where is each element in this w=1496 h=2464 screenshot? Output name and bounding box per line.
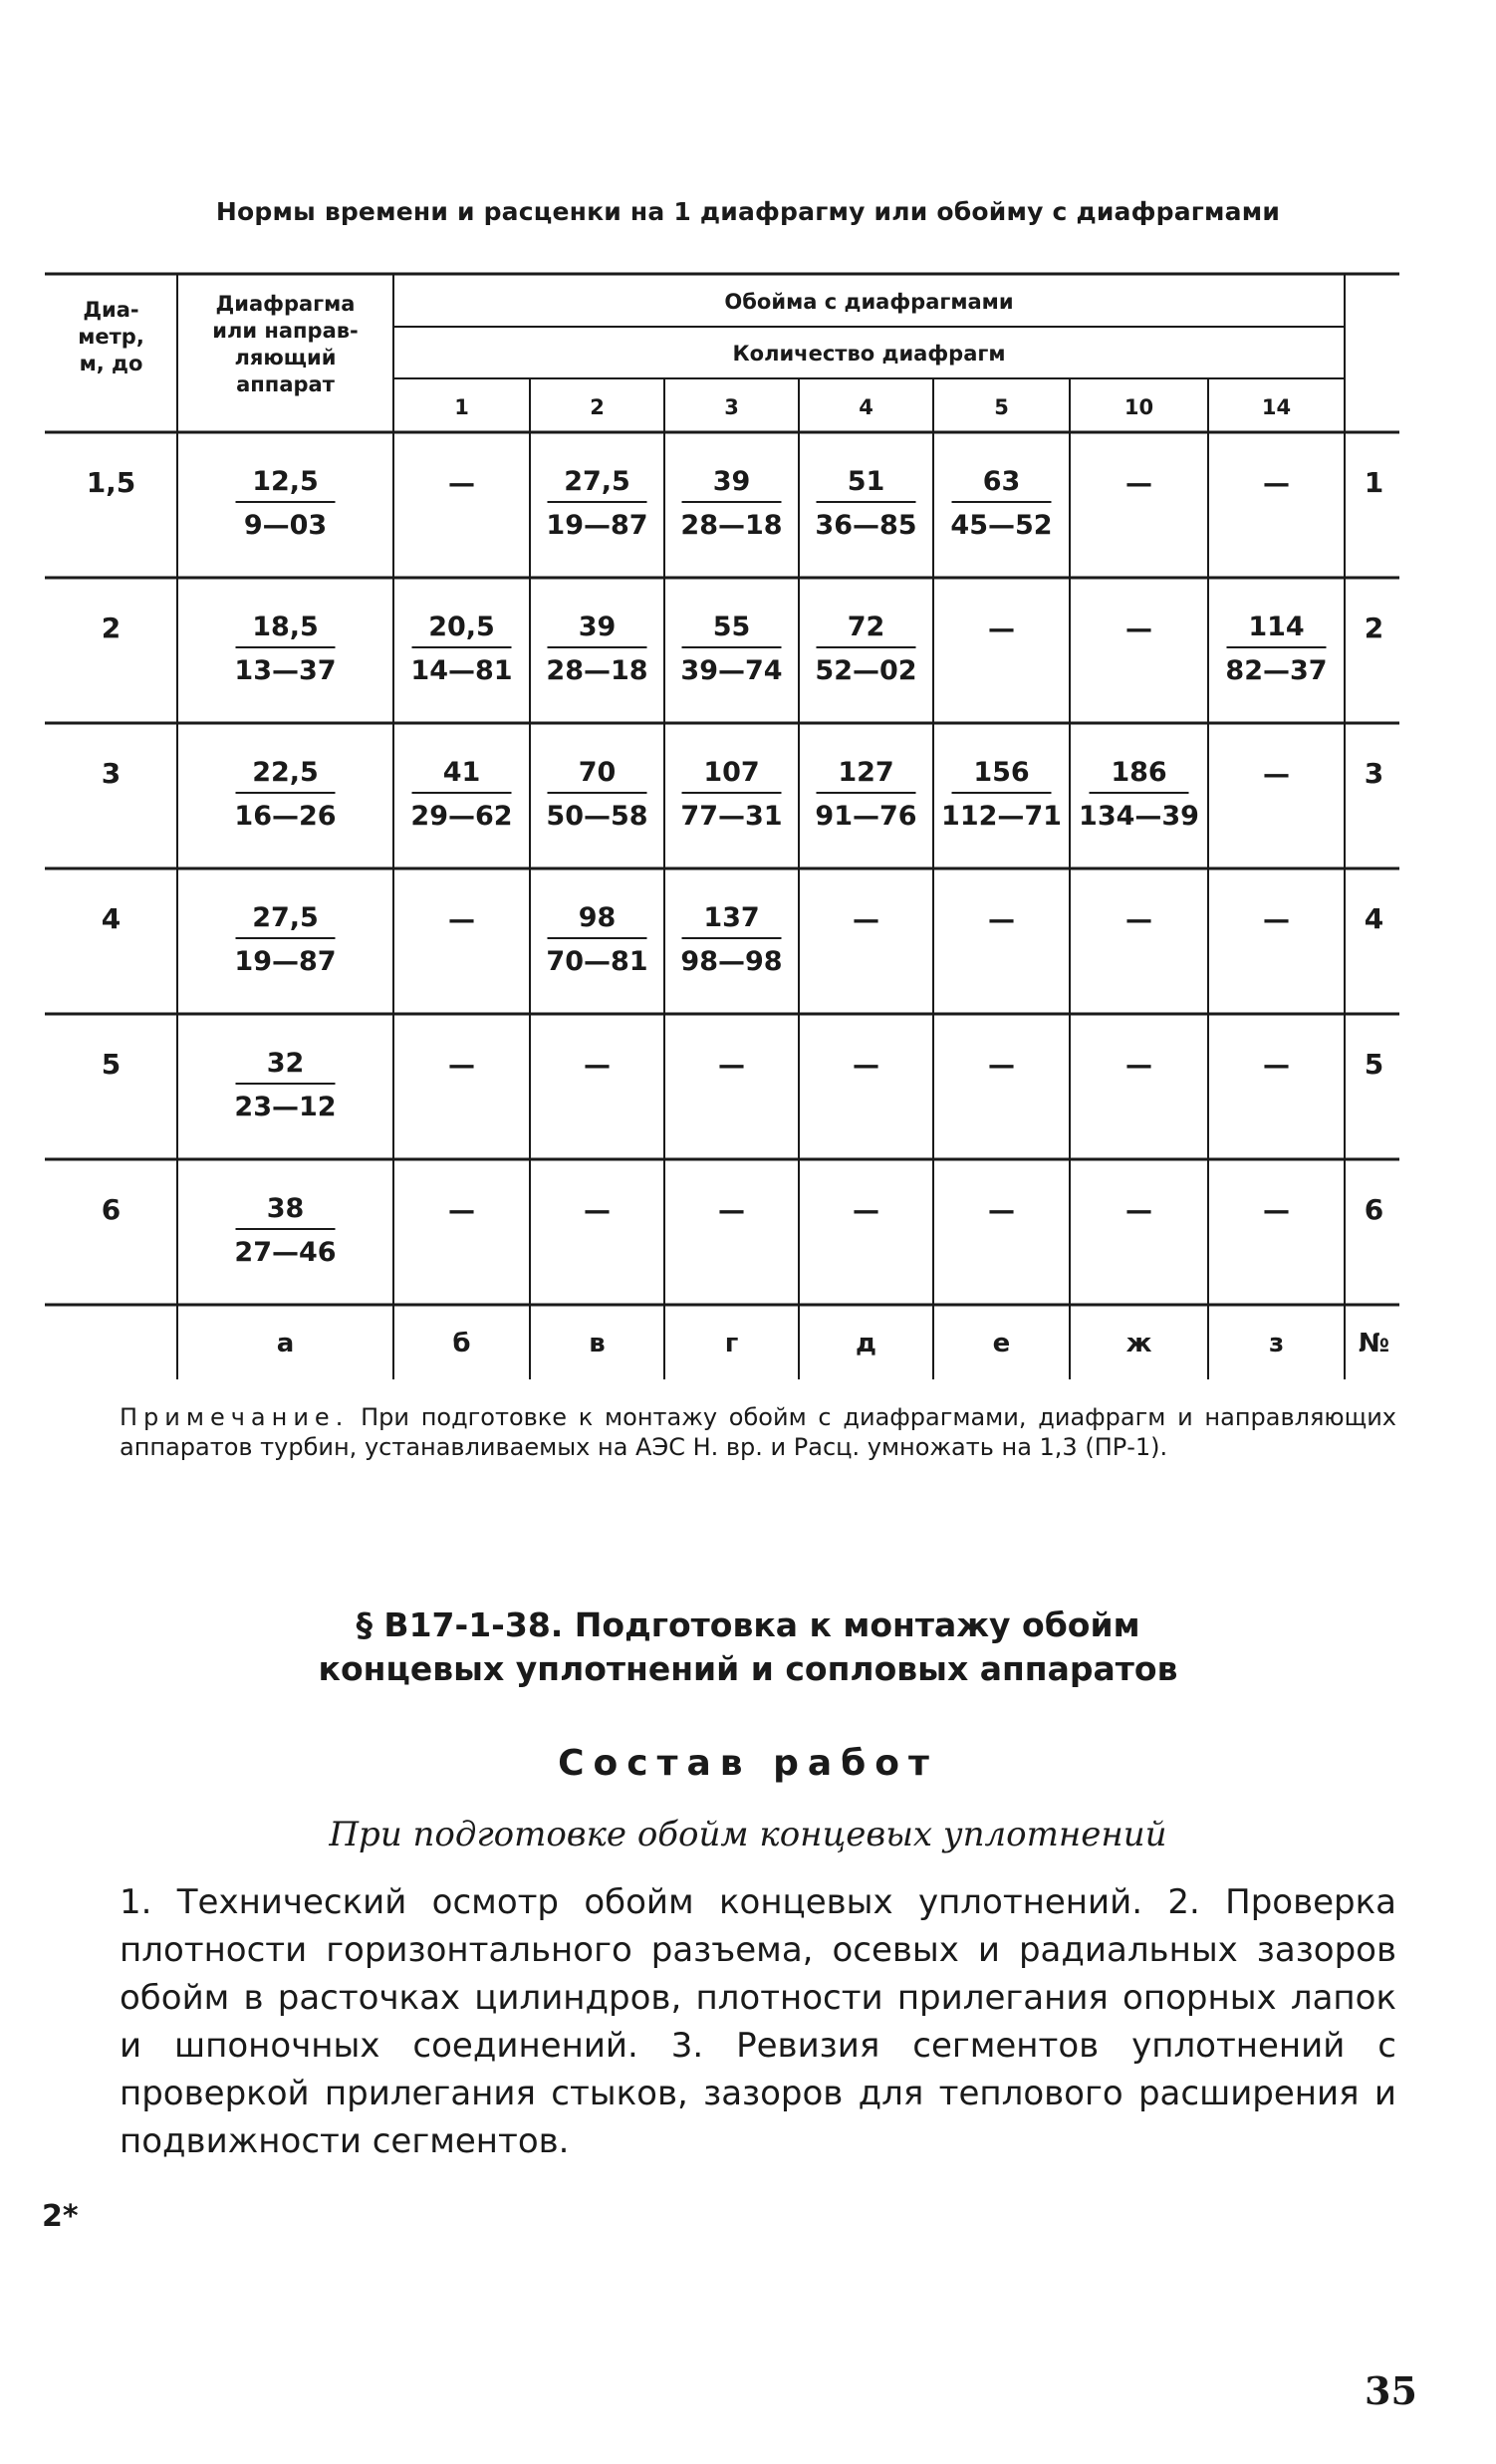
norm-time: 39 (712, 466, 751, 497)
header-subgroup-label: Количество диафрагм (732, 342, 1006, 366)
norm-time: 18,5 (252, 612, 319, 642)
norm-time: 63 (982, 466, 1021, 497)
norm-time: 27,5 (564, 466, 630, 497)
empty-dash: — (988, 1050, 1015, 1081)
rate-value: 50—58 (546, 801, 648, 832)
row-diameter: 6 (101, 1193, 122, 1226)
rate-value: 16—26 (234, 801, 337, 832)
row-diameter: 4 (101, 902, 122, 935)
rate-value: 19—87 (546, 510, 648, 541)
empty-dash: — (448, 468, 475, 499)
empty-dash: — (853, 1195, 879, 1226)
norm-time: 114 (1248, 612, 1305, 642)
empty-dash: — (1263, 904, 1290, 935)
header-count: 4 (859, 395, 873, 419)
section-heading-line-2: концевых уплотнений и сопловых аппаратов (318, 1649, 1178, 1688)
norm-time: 186 (1111, 757, 1167, 788)
rate-value: 28—18 (680, 510, 783, 541)
rate-value: 13—37 (234, 655, 337, 686)
empty-dash: — (1263, 468, 1290, 499)
rate-value: 77—31 (680, 801, 783, 832)
empty-dash: — (1263, 1050, 1290, 1081)
row-number: 2 (1364, 612, 1384, 644)
rate-value: 45—52 (950, 510, 1053, 541)
header-diameter: метр, (78, 325, 144, 349)
header-diaphragm: Диафрагма (215, 292, 356, 316)
row-diameter: 5 (101, 1048, 122, 1081)
empty-dash: — (853, 904, 879, 935)
header-diameter: Диа- (83, 298, 139, 322)
row-number: 4 (1364, 902, 1384, 935)
row-diameter: 2 (101, 612, 122, 644)
empty-dash: — (448, 1195, 475, 1226)
empty-dash: — (584, 1050, 611, 1081)
empty-dash: — (988, 614, 1015, 644)
norm-time: 70 (578, 757, 617, 788)
column-key: № (1358, 1329, 1390, 1358)
norm-time: 156 (973, 757, 1030, 788)
rate-value: 9—03 (243, 510, 328, 541)
rate-value: 52—02 (815, 655, 917, 686)
norm-time: 22,5 (252, 757, 319, 788)
rate-value: 29—62 (410, 801, 513, 832)
row-diameter: 3 (101, 757, 122, 790)
composition-body: 1. Технический осмотр обойм концевых уплотнений. 2. Проверка плотности горизонтального разъема, осевых и радиальных зазоров обойм в расточках цилиндров, плотности прилегания опорных лапок и шпоночных соединений. 3. Ревизия сегментов уплотнений с проверкой прилегания стыков, зазоров для теплового расширения и подвижности сегментов. (120, 1882, 1396, 2161)
empty-dash: — (1263, 759, 1290, 790)
header-group-label: Обойма с диафрагмами (724, 290, 1014, 314)
empty-dash: — (988, 904, 1015, 935)
empty-dash: — (718, 1195, 745, 1226)
norm-time: 55 (712, 612, 751, 642)
header-count: 14 (1261, 395, 1292, 419)
empty-dash: — (448, 904, 475, 935)
norm-time: 39 (578, 612, 617, 642)
header-count: 2 (590, 395, 605, 419)
header-count: 3 (724, 395, 739, 419)
table-note (120, 1402, 1396, 1462)
rate-value: 112—71 (941, 801, 1062, 832)
norm-time: 51 (847, 466, 885, 497)
row-number: 3 (1364, 757, 1384, 790)
row-number: 1 (1364, 466, 1384, 499)
rate-value: 98—98 (680, 946, 783, 977)
page-number: 35 (1365, 2368, 1417, 2413)
rate-value: 28—18 (546, 655, 648, 686)
empty-dash: — (584, 1195, 611, 1226)
section-heading-line-1: § В17-1-38. Подготовка к монтажу обойм (356, 1605, 1140, 1644)
column-key: г (724, 1329, 739, 1358)
rate-value: 36—85 (815, 510, 917, 541)
column-key: з (1268, 1329, 1285, 1358)
rate-value: 82—37 (1225, 655, 1328, 686)
header-diaphragm: аппарат (236, 372, 335, 396)
column-key: ж (1125, 1329, 1152, 1358)
column-key: д (856, 1329, 876, 1358)
section-heading (0, 1603, 1496, 1691)
column-key: е (992, 1329, 1011, 1358)
rate-value: 39—74 (680, 655, 783, 686)
empty-dash: — (718, 1050, 745, 1081)
norm-time: 72 (847, 612, 885, 642)
header-diaphragm: или направ- (212, 319, 359, 343)
note-lead: Примечание. (120, 1403, 350, 1431)
empty-dash: — (1263, 1195, 1290, 1226)
empty-dash: — (1125, 614, 1152, 644)
header-count: 1 (454, 395, 469, 419)
column-key: а (276, 1329, 295, 1358)
empty-dash: — (1125, 904, 1152, 935)
norm-time: 32 (266, 1048, 305, 1079)
rate-value: 27—46 (234, 1237, 337, 1268)
header-diaphragm: ляющий (234, 346, 337, 370)
rate-value: 23—12 (234, 1092, 337, 1122)
rate-value: 19—87 (234, 946, 337, 977)
row-number: 6 (1364, 1193, 1384, 1226)
norm-time: 41 (442, 757, 481, 788)
column-key: б (452, 1329, 471, 1358)
column-key: в (589, 1329, 606, 1358)
norm-time: 98 (578, 902, 617, 933)
empty-dash: — (448, 1050, 475, 1081)
header-diameter: м, до (79, 352, 143, 375)
norm-time: 137 (703, 902, 760, 933)
empty-dash: — (988, 1195, 1015, 1226)
composition-subheading: При подготовке обойм концевых уплотнений (329, 1815, 1167, 1854)
rate-value: 134—39 (1079, 801, 1199, 832)
row-diameter: 1,5 (86, 466, 136, 499)
norm-time: 20,5 (428, 612, 495, 642)
norm-time: 12,5 (252, 466, 319, 497)
rate-value: 14—81 (410, 655, 513, 686)
signature-mark: 2* (42, 2199, 79, 2234)
empty-dash: — (1125, 1195, 1152, 1226)
empty-dash: — (1125, 468, 1152, 499)
empty-dash: — (853, 1050, 879, 1081)
header-count: 10 (1123, 395, 1154, 419)
table-title: Нормы времени и расценки на 1 диафрагму или обойму с диафрагмами (215, 197, 1281, 226)
composition-title: Состав работ (558, 1743, 938, 1784)
norm-time: 107 (703, 757, 760, 788)
rate-value: 70—81 (546, 946, 648, 977)
header-count: 5 (994, 395, 1009, 419)
empty-dash: — (1125, 1050, 1152, 1081)
row-number: 5 (1364, 1048, 1384, 1081)
norm-time: 27,5 (252, 902, 319, 933)
norm-time: 127 (838, 757, 894, 788)
norm-time: 38 (266, 1193, 305, 1224)
rate-value: 91—76 (815, 801, 917, 832)
note-text: При подготовке к монтажу обойм с диафрагмами, диафрагм и направляющих аппаратов турбин, устанавливаемых на АЭС Н. вр. и Расц. умножать на 1,3 (ПР-1). (120, 1403, 1396, 1461)
